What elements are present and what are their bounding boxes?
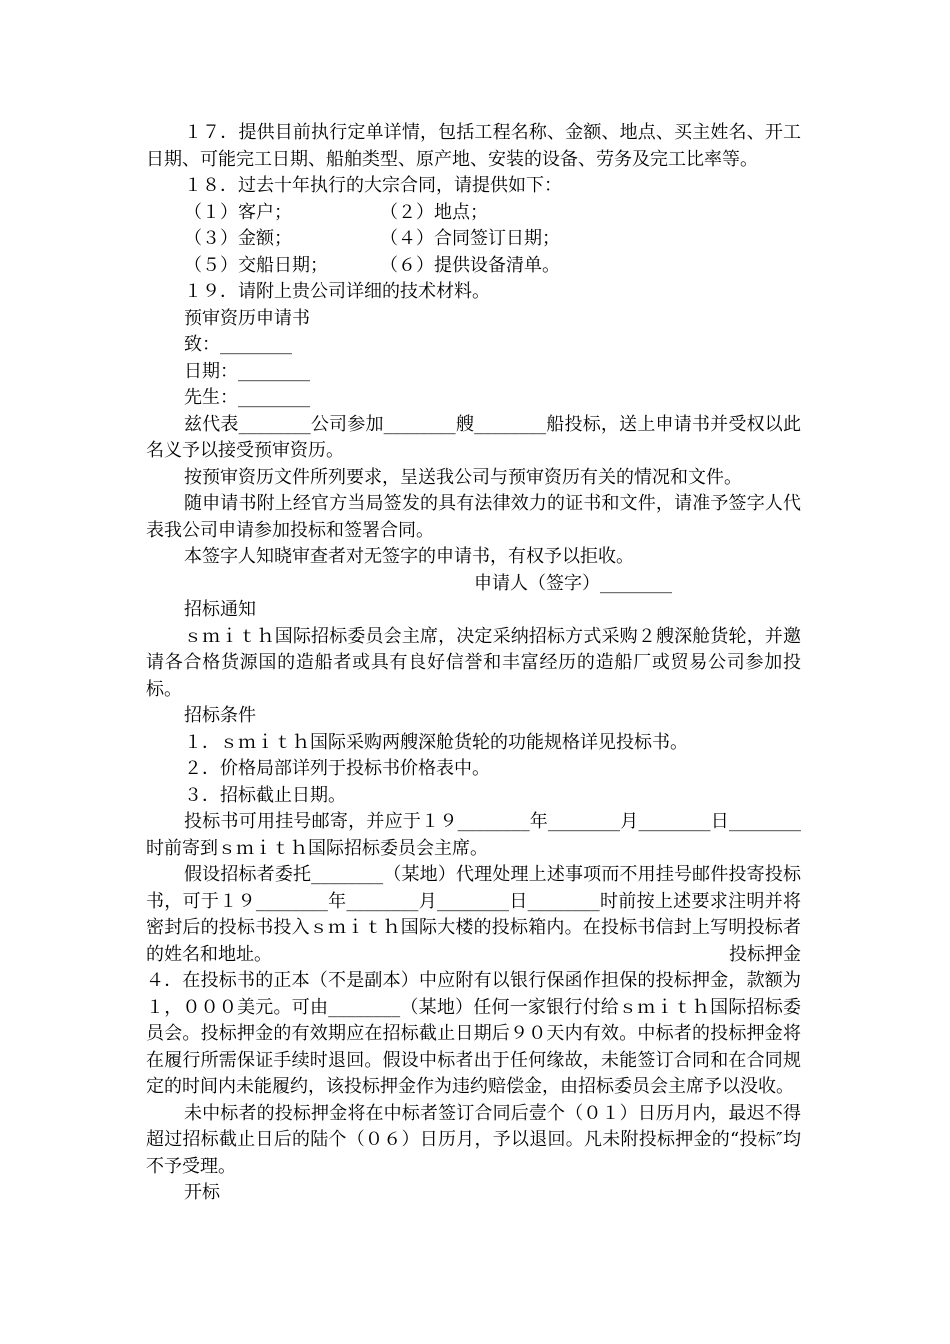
notice-title: 招标通知	[184, 599, 256, 620]
notice-paragraph: ｓｍｉｔｈ国际招标委员会主席，决定采纳招标方式采购２艘深舱货轮，并邀请各合格货源国的造船者或具有良好信誉和丰富经历的造船厂或贸易公司参加投标。	[146, 625, 801, 700]
form-title: 预审资历申请书	[184, 307, 310, 329]
paragraph-17: １７．提供目前执行定单详情，包括工程名称、金额、地点、买主姓名、开工日期、可能完工日期、船舶类型、原产地、安装的设备、劳务及完工比率等。	[146, 122, 801, 170]
deposit-heading: 投标押金	[729, 943, 801, 965]
paragraph-19: １９．请附上贵公司详细的技术材料。	[184, 281, 490, 302]
document-page	[146, 120, 801, 1207]
applicant-signature: 申请人（签字）________	[474, 572, 672, 594]
opening-title: 开标	[184, 1182, 220, 1203]
refund-paragraph: 未中标者的投标押金将在中标者签订合同后壹个（０１）日历月内，最迟不得超过招标截止日后的陆个（０６）日历月，予以退回。凡未附投标押金的“投标″均不予受理。	[146, 1102, 801, 1177]
submission-paragraph: 按预审资历文件所列要求，呈送我公司与预审资历有关的情况和文件。	[184, 466, 742, 488]
condition-item: １．ｓｍｉｔｈ国际采购两艘深舱货轮的功能规格详见投标书。	[184, 731, 688, 753]
list-item: （３）金额；	[184, 228, 292, 249]
addressee-line: 致：________	[184, 334, 292, 355]
delivery-paragraph	[146, 862, 801, 968]
conditions-title: 招标条件	[184, 705, 256, 726]
rejection-paragraph: 本签字人知晓审查者对无签字的申请书，有权予以拒收。	[184, 546, 634, 567]
list-row	[146, 226, 801, 253]
list-item: （４）合同签订日期；	[380, 228, 560, 249]
list-item: （６）提供设备清单。	[380, 254, 560, 276]
delivery-text: 假设招标者委托________（某地）代理处理上述事项而不用挂号邮件投寄投标书，可于１９________年________月________日________时前按上述要求注明并将密封后的投标书投入ｓｍｉｔｈ国际大楼的投标箱内。在投标书信封上写明投标者的姓名和地址。	[146, 864, 801, 965]
condition-item: ２．价格局部详列于投标书价格表中。	[184, 758, 490, 779]
salutation-line: 先生：________	[184, 387, 310, 408]
representation-paragraph: 兹代表________公司参加________艘________船投标，送上申请书并受权以此名义予以接受预审资历。	[146, 413, 801, 461]
list-row	[146, 200, 801, 227]
list-row	[146, 253, 801, 280]
mailing-paragraph: 投标书可用挂号邮寄，并应于１９________年________月________日________时前寄到ｓｍｉｔｈ国际招标委员会主席。	[146, 811, 801, 859]
condition-item: ３．招标截止日期。	[184, 784, 346, 806]
date-line: 日期：________	[184, 360, 310, 382]
attachment-paragraph: 随申请书附上经官方当局签发的具有法律效力的证书和文件，请准予签字人代表我公司申请参加投标和签署合同。	[146, 493, 801, 541]
list-item: （５）交船日期；	[184, 254, 328, 276]
deposit-paragraph: ４．在投标书的正本（不是副本）中应附有以银行保函作担保的投标押金，款额为１，０００美元。可由________（某地）任何一家银行付给ｓｍｉｔｈ国际招标委员会。投标押金的有效期应在招标截止日期后９０天内有效。中标者的投标押金将在履行所需保证手续时退回。假设中标者出于任何缘故，未能签订合同和在合同规定的时间内未能履约，该投标押金作为违约赔偿金，由招标委员会主席予以没收。	[146, 970, 801, 1097]
list-item: （１）客户；	[184, 201, 292, 223]
list-item: （２）地点；	[380, 201, 488, 223]
paragraph-18: １８．过去十年执行的大宗合同，请提供如下：	[184, 175, 562, 196]
